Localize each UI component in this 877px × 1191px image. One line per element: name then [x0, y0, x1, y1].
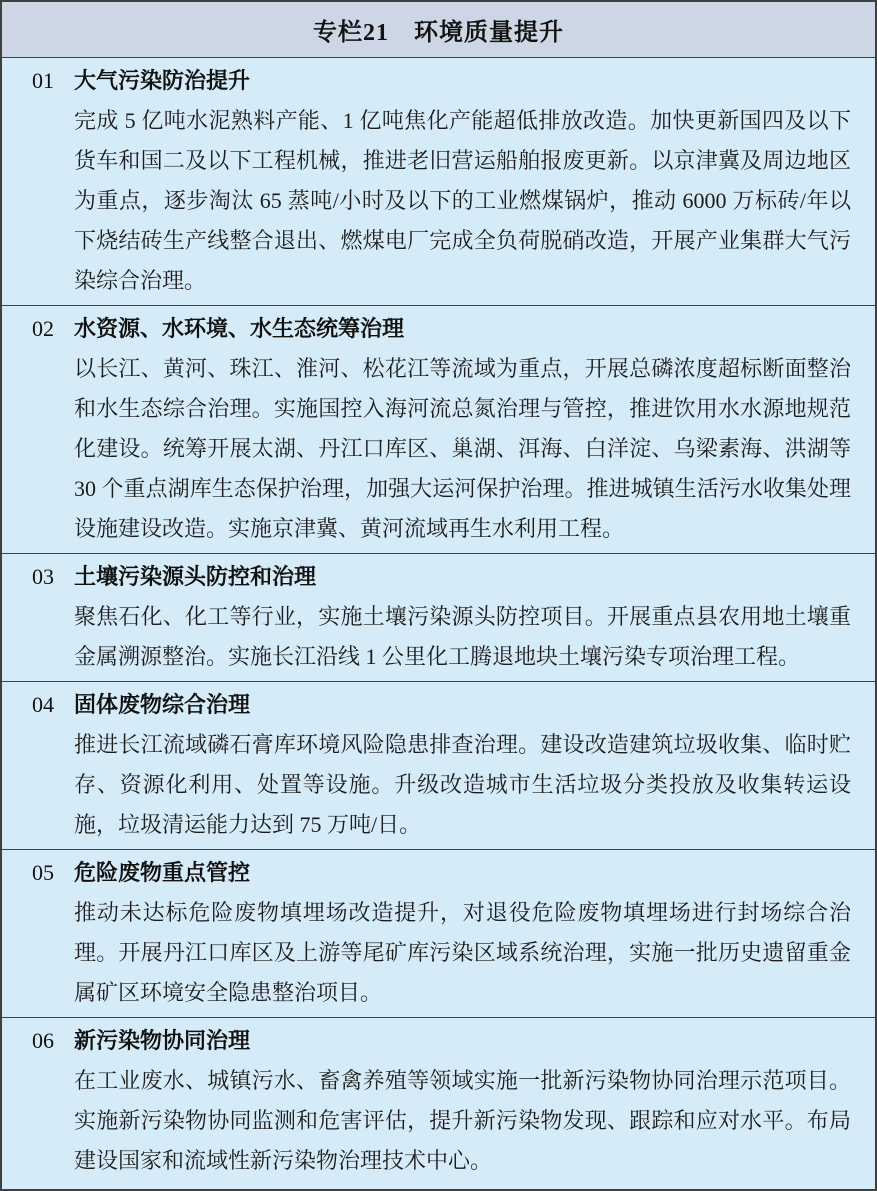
section-content	[74, 309, 851, 549]
section-heading: 大气污染防治提升	[74, 68, 251, 93]
section-number: 06	[32, 1028, 54, 1053]
section-content	[74, 557, 851, 677]
section-content	[74, 61, 851, 301]
section-number: 03	[32, 564, 54, 589]
section-air-pollution	[2, 58, 875, 305]
section-heading: 水资源、水环境、水生态统筹治理	[74, 316, 405, 341]
section-body: 在工业废水、城镇污水、畜禽养殖等领域实施一批新污染物协同治理示范项目。实施新污染物协同监测和危害评估，提升新污染物发现、跟踪和应对水平。布局建设国家和流域性新污染物治理技术中心。	[74, 1068, 851, 1173]
section-water	[2, 305, 875, 553]
section-content	[74, 1021, 851, 1181]
section-content	[74, 853, 851, 1013]
section-hazardous-waste	[2, 849, 875, 1017]
section-number: 05	[32, 860, 54, 885]
section-body: 以长江、黄河、珠江、淮河、松花江等流域为重点，开展总磷浓度超标断面整治和水生态综合治理。实施国控入海河流总氮治理与管控，推进饮用水水源地规范化建设。统筹开展太湖、丹江口库区、巢湖、洱海、白洋淀、乌梁素海、洪湖等 30 个重点湖库生态保护治理，加强大运河保护治理。推进城镇生活污水收集处理设施建设改造。实施京津冀、黄河流域再生水利用工程。	[74, 356, 851, 541]
section-number: 02	[32, 316, 54, 341]
section-heading: 危险废物重点管控	[74, 860, 251, 885]
panel-title: 专栏21 环境质量提升	[313, 20, 564, 46]
section-soil	[2, 553, 875, 681]
panel-header	[2, 2, 875, 58]
section-body: 推进长江流域磷石膏库环境风险隐患排查治理。建设改造建筑垃圾收集、临时贮存、资源化利用、处置等设施。升级改造城市生活垃圾分类投放及收集转运设施，垃圾清运能力达到 75 万吨/日。	[74, 732, 851, 837]
section-heading: 新污染物协同治理	[74, 1028, 251, 1053]
section-number: 01	[32, 68, 54, 93]
section-new-pollutants	[2, 1017, 875, 1185]
section-number: 04	[32, 692, 54, 717]
section-body: 推动未达标危险废物填埋场改造提升，对退役危险废物填埋场进行封场综合治理。开展丹江口库区及上游等尾矿库污染区域系统治理，实施一批历史遗留重金属矿区环境安全隐患整治项目。	[74, 900, 851, 1005]
section-solid-waste	[2, 681, 875, 849]
section-body: 聚焦石化、化工等行业，实施土壤污染源头防控项目。开展重点县农用地土壤重金属溯源整治。实施长江沿线 1 公里化工腾退地块土壤污染专项治理工程。	[74, 604, 851, 669]
section-content	[74, 685, 851, 845]
section-heading: 土壤污染源头防控和治理	[74, 564, 317, 589]
section-body: 完成 5 亿吨水泥熟料产能、1 亿吨焦化产能超低排放改造。加快更新国四及以下货车和国二及以下工程机械，推进老旧营运船舶报废更新。以京津冀及周边地区为重点，逐步淘汰 65 蒸吨/小时及以下的工业燃煤锅炉，推动 6000 万标砖/年以下烧结砖生产线整合退出、燃煤电厂完成全负荷脱硝改造，开展产业集群大气污染综合治理。	[74, 108, 851, 293]
section-heading: 固体废物综合治理	[74, 692, 251, 717]
